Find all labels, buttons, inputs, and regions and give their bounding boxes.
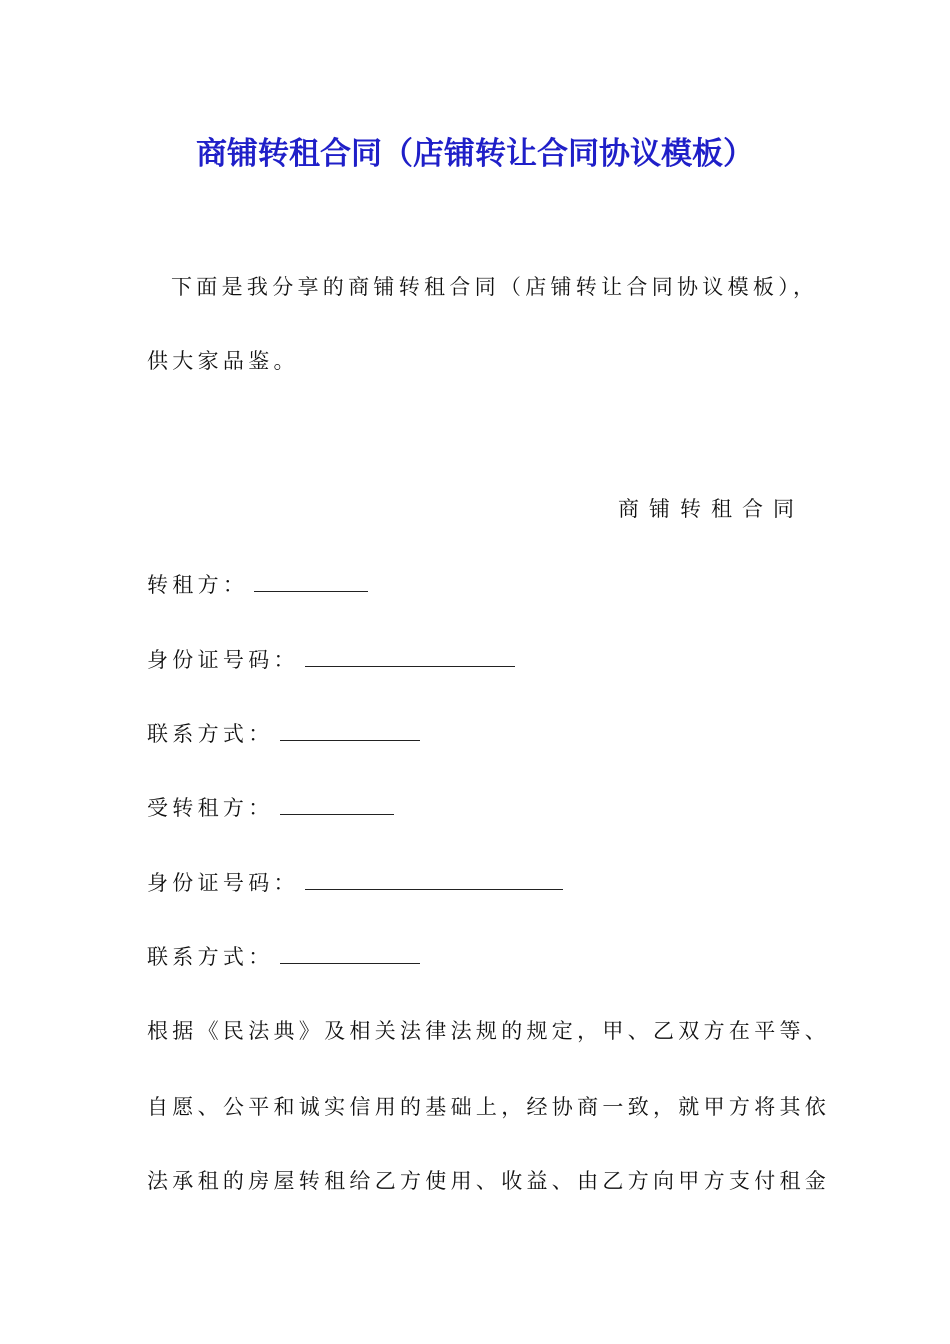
fill-in-blank <box>305 650 515 667</box>
intro-paragraph-line-2: 供大家品鉴。 <box>147 349 299 373</box>
field-sublessee <box>147 793 394 823</box>
field-sublessor <box>147 570 368 600</box>
fill-in-blank <box>280 724 420 741</box>
field-label: 联系方式： <box>147 945 274 969</box>
fill-in-blank <box>280 947 420 964</box>
body-paragraph-line-1: 根据《民法典》及相关法律法规的规定，甲、乙双方在平等、 <box>147 1019 831 1043</box>
field-label: 转租方： <box>147 573 249 597</box>
fill-in-blank <box>254 575 368 592</box>
field-sublessee-id-number <box>147 868 563 898</box>
field-sublessor-id-number <box>147 645 515 675</box>
fill-in-blank <box>305 873 563 890</box>
field-sublessee-contact <box>147 942 420 972</box>
body-paragraph-line-3: 法承租的房屋转租给乙方使用、收益、由乙方向甲方支付租金 <box>147 1169 831 1193</box>
fill-in-blank <box>280 798 394 815</box>
field-label: 联系方式： <box>147 722 274 746</box>
intro-paragraph-line-1: 下面是我分享的商铺转租合同（店铺转让合同协议模板）， <box>171 275 819 299</box>
document-title: 商铺转租合同（店铺转让合同协议模板） <box>196 136 754 172</box>
field-sublessor-contact <box>147 719 420 749</box>
field-label: 身份证号码： <box>147 871 299 895</box>
field-label: 身份证号码： <box>147 648 299 672</box>
body-paragraph-line-2: 自愿、公平和诚实信用的基础上，经协商一致，就甲方将其依 <box>147 1095 831 1119</box>
contract-heading: 商铺转租合同 <box>618 497 804 521</box>
field-label: 受转租方： <box>147 796 274 820</box>
